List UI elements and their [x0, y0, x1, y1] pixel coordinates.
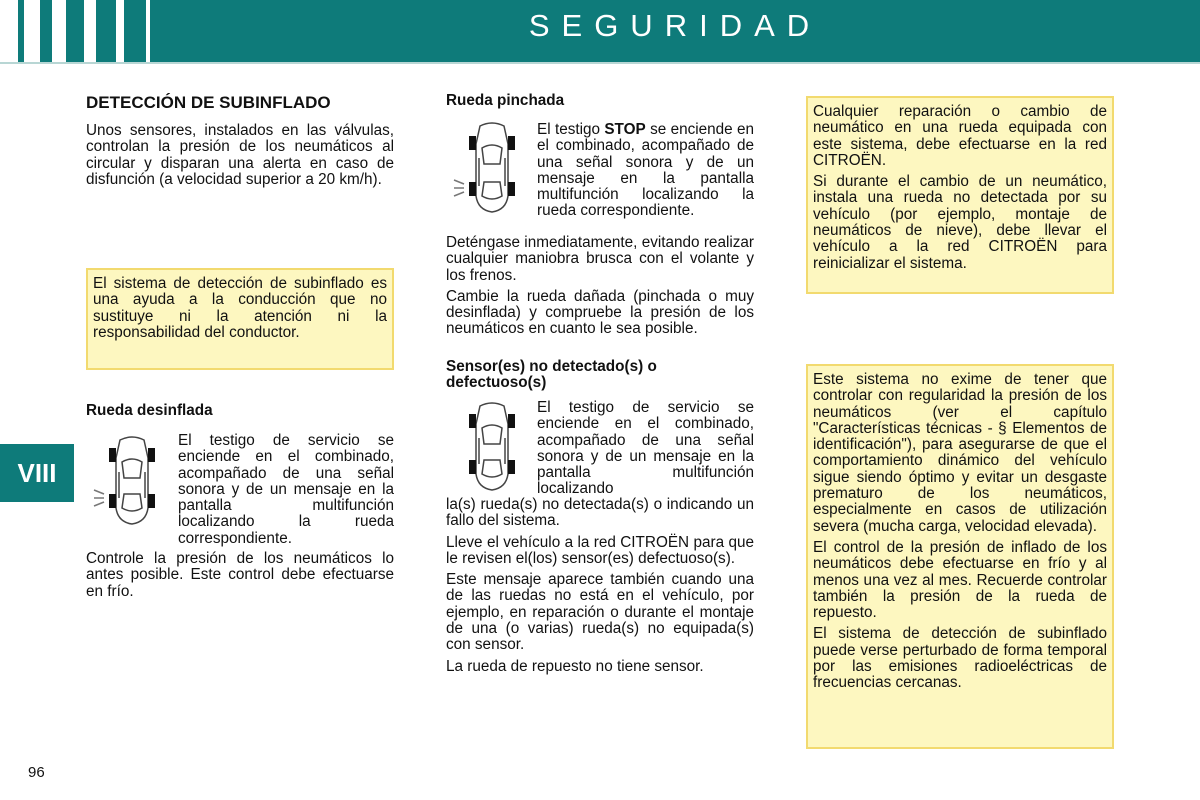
text-fragment: se enciende en el combinado, acompañado de una señal sonora y de un mensaje en la pantalla multifunción localizando la rueda correspondiente.	[537, 121, 755, 220]
sensor-section	[446, 359, 754, 392]
header-divider	[0, 62, 1200, 64]
column-1	[86, 94, 394, 193]
car-tire-alert-icon	[92, 432, 172, 528]
note-text: Cualquier reparación o cambio de neumático en una rueda equipada con este sistema, debe efectuarse en la red CITROËN.	[813, 103, 1107, 169]
stop-label: STOP	[604, 121, 646, 138]
subsection-heading: Sensor(es) no detectado(s) o defectuoso(s)	[446, 358, 657, 392]
warning-note	[806, 96, 1114, 294]
note-text: El sistema de detección de subinflado puede verse perturbado de forma temporal por las emisiones radioeléctricas de frecuencias cercanas.	[813, 625, 1107, 692]
puncture-body	[446, 235, 754, 343]
note-text: Este sistema no exime de tener que controlar con regularidad la presión de los neumáticos (ver el capítulo "Características técnicas - § Elementos de identificación"), para asegurarse de que el comportamiento dinámico del vehículo sigue siendo óptimo y evitar un desgaste prematuro de los neumáticos, especialmente en casos de utilización severa (mucha carga, velocidad elevada).	[813, 371, 1107, 535]
sensor-body	[446, 497, 754, 680]
paragraph: la(s) rueda(s) no detectada(s) o indicando un fallo del sistema.	[446, 496, 754, 530]
note-text: Si durante el cambio de un neumático, instala una rueda no detectada por su vehículo (por ejemplo, montaje de neumáticos de nieve), debe llevar el vehículo a la red CITROËN para reinicializar el sistema.	[813, 173, 1107, 272]
advice-note	[806, 364, 1114, 749]
puncture-text	[537, 122, 754, 220]
paragraph: Controle la presión de los neumáticos lo antes posible. Este control debe efectuarse en frío.	[86, 550, 394, 600]
note-text: El sistema de detección de subinflado es una ayuda a la conducción que no sustituye ni la atención ni la responsabilidad del conductor.	[93, 275, 387, 341]
page-header	[0, 0, 1200, 62]
car-tire-alert-icon	[452, 398, 532, 494]
subsection-heading: Rueda pinchada	[446, 92, 565, 109]
page-number: 96	[28, 764, 45, 781]
text-fragment: El testigo	[537, 121, 601, 138]
paragraph: Cambie la rueda dañada (pinchada o muy desinflada) y compruebe la presión de los neumáticos en cuanto le sea posible.	[446, 287, 754, 338]
section-heading: DETECCIÓN DE SUBINFLADO	[86, 93, 331, 112]
paragraph: Lleve el vehículo a la red CITROËN para que le revisen el(los) sensor(es) defectuoso(s).	[446, 533, 754, 567]
deflated-text: El testigo de servicio se enciende en el combinado, acompañado de una señal sonora y de un mensaje en la pantalla multifunción localizando la rueda correspondiente.	[178, 432, 394, 547]
deflated-after	[86, 551, 394, 605]
header-stripe	[96, 0, 116, 62]
paragraph: Este mensaje aparece también cuando una de las ruedas no está en el vehículo, por ejemplo, en reparación o durante el montaje de una (o varias) rueda(s) no equipada(s) con sensor.	[446, 571, 754, 654]
header-stripe	[18, 0, 24, 62]
car-tire-alert-icon	[452, 118, 532, 216]
note-text: El control de la presión de inflado de los neumáticos debe efectuarse en frío y al menos una vez al mes. Recuerde controlar también la presión de la rueda de repuesto.	[813, 538, 1107, 622]
deflated-section	[86, 403, 394, 419]
puncture-section	[446, 93, 754, 109]
header-stripe	[124, 0, 146, 62]
paragraph: Deténgase inmediatamente, evitando realizar cualquier maniobra brusca con el volante y los frenos.	[446, 234, 754, 284]
subsection-heading: Rueda desinflada	[86, 402, 213, 419]
paragraph: La rueda de repuesto no tiene sensor.	[446, 657, 704, 675]
header-stripe	[66, 0, 84, 62]
intro-paragraph: Unos sensores, instalados en las válvulas, controlan la presión de los neumáticos al circular y disparan una alerta en caso de disfunción (a velocidad superior a 20 km/h).	[86, 122, 394, 188]
page-title: SEGURIDAD	[528, 8, 822, 43]
header-stripe	[40, 0, 52, 62]
chapter-tab[interactable]: VIII	[0, 444, 74, 502]
sensor-text: El testigo de servicio se enciende en el combinado, acompañado de una señal sonora y de un mensaje en la pantalla multifunción localizando	[537, 399, 754, 498]
info-note	[86, 268, 394, 370]
